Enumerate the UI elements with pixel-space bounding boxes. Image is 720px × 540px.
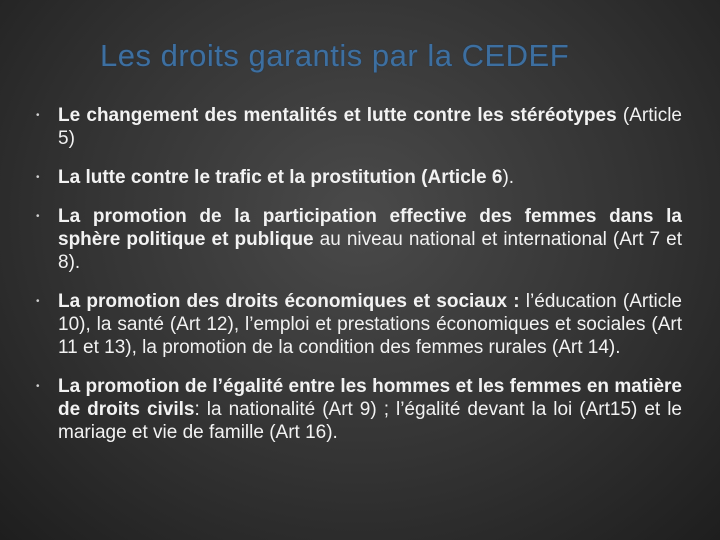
bullet-item-trafic xyxy=(36,166,682,189)
bullet-item-civils xyxy=(36,375,682,444)
bullet-marker-icon: • xyxy=(36,172,40,183)
bullet-marker-icon: • xyxy=(36,296,40,307)
bullet-item-participation xyxy=(36,205,682,274)
bullet-marker-icon: • xyxy=(36,381,40,392)
bullet-text-bold: La promotion de la participation effective des femmes dans la sphère politique et publique xyxy=(58,206,682,250)
bullet-marker-icon: • xyxy=(36,110,40,121)
bullet-item-mentalites xyxy=(36,104,682,150)
bullet-text: au niveau national et international (Art 7 et 8). xyxy=(58,229,682,273)
bullet-item-economiques xyxy=(36,290,682,359)
bullet-marker-icon: • xyxy=(36,211,40,222)
bullet-text: (Article 5) xyxy=(58,105,682,149)
bullet-text-bold: Le changement des mentalités et lutte contre les stéréotypes xyxy=(58,105,617,126)
bullet-text: ). xyxy=(502,167,515,188)
bullet-text: : la nationalité (Art 9) ; l’égalité devant la loi (Art15) et le mariage et vie de famille (Art 16). xyxy=(58,399,682,443)
bullet-text: l’éducation (Article 10), la santé (Art 12), l’emploi et prestations économiques et sociales (Art 11 et 13), la promotion de la condition des femmes rurales (Art 14). xyxy=(58,291,682,358)
bullet-list xyxy=(36,104,682,460)
bullet-text-bold: La promotion de l’égalité entre les hommes et les femmes en matière de droits civils xyxy=(58,376,682,420)
slide-title: Les droits garantis par la CEDEF xyxy=(100,38,570,73)
bullet-text-bold: La lutte contre le trafic et la prostitution (Article 6 xyxy=(58,167,503,188)
bullet-text-bold: La promotion des droits économiques et sociaux : xyxy=(58,291,520,312)
